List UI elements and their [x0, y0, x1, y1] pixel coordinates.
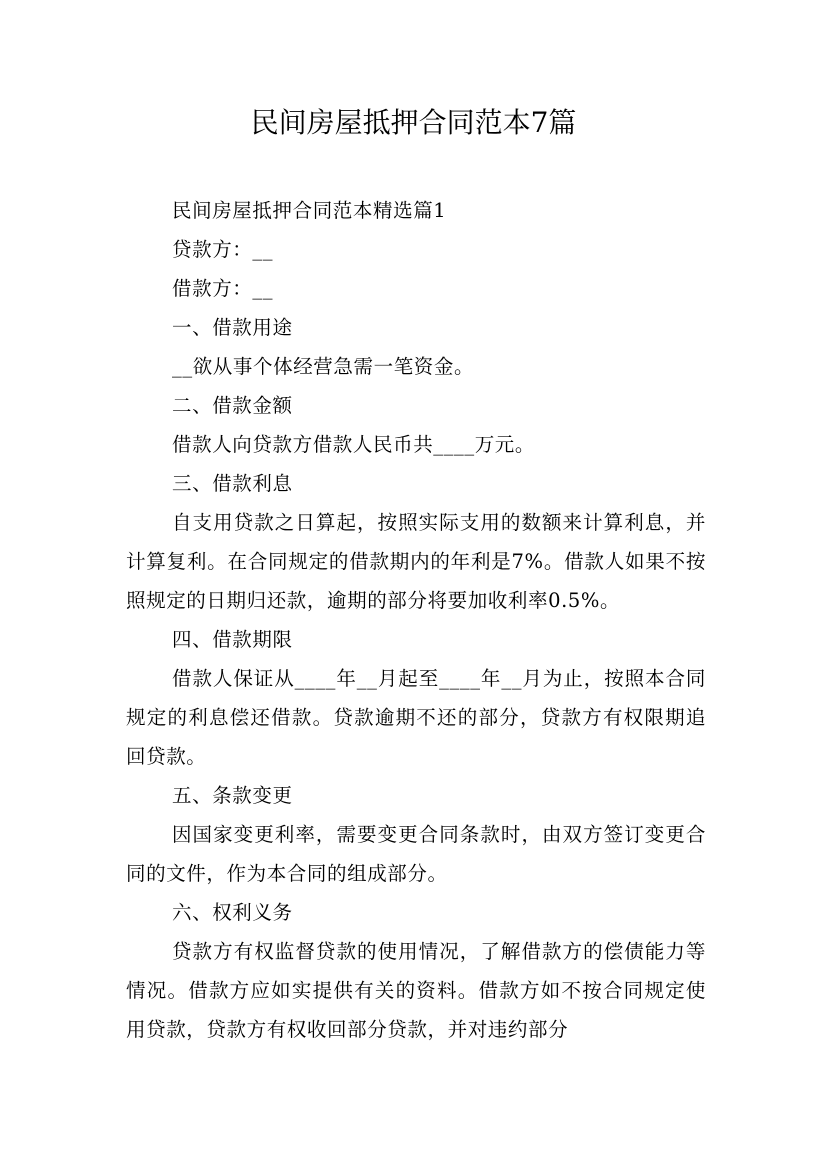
- clause-heading-changes: 五、条款变更: [172, 784, 293, 807]
- borrower-line: 借款方：__: [172, 277, 274, 300]
- clause-text-rights: 贷款方有权监督贷款的使用情况，了解借款方的偿债能力等情况。借款方应如实提供有关的资料。借款方如不按合同规定使用贷款，贷款方有权收回部分贷款，并对违约部分: [126, 940, 706, 1041]
- document-title: 民间房屋抵押合同范本7篇: [250, 106, 577, 139]
- clause-heading-purpose: 一、借款用途: [172, 316, 293, 339]
- clause-text-changes: 因国家变更利率，需要变更合同条款时，由双方签订变更合同的文件，作为本合同的组成部分。: [126, 823, 706, 885]
- clause-text-purpose: __欲从事个体经营急需一笔资金。: [172, 355, 475, 378]
- section-heading-intro: 民间房屋抵押合同范本精选篇1: [172, 199, 447, 222]
- document-body: [126, 191, 706, 1049]
- clause-text-interest: 自支用贷款之日算起，按照实际支用的数额来计算利息，并计算复利。在合同规定的借款期内的年利是7%。借款人如果不按照规定的日期归还款，逾期的部分将要加收利率0.5%。: [126, 511, 706, 612]
- clause-text-amount: 借款人向贷款方借款人民币共____万元。: [172, 433, 536, 456]
- lender-line: 贷款方：__: [172, 238, 274, 261]
- clause-heading-interest: 三、借款利息: [172, 472, 293, 495]
- clause-heading-term: 四、借款期限: [172, 628, 293, 651]
- clause-heading-rights: 六、权利义务: [172, 901, 293, 924]
- clause-text-term: 借款人保证从____年__月起至____年__月为止，按照本合同规定的利息偿还借款。贷款逾期不还的部分，贷款方有权限期追回贷款。: [126, 667, 706, 768]
- clause-heading-amount: 二、借款金额: [172, 394, 293, 417]
